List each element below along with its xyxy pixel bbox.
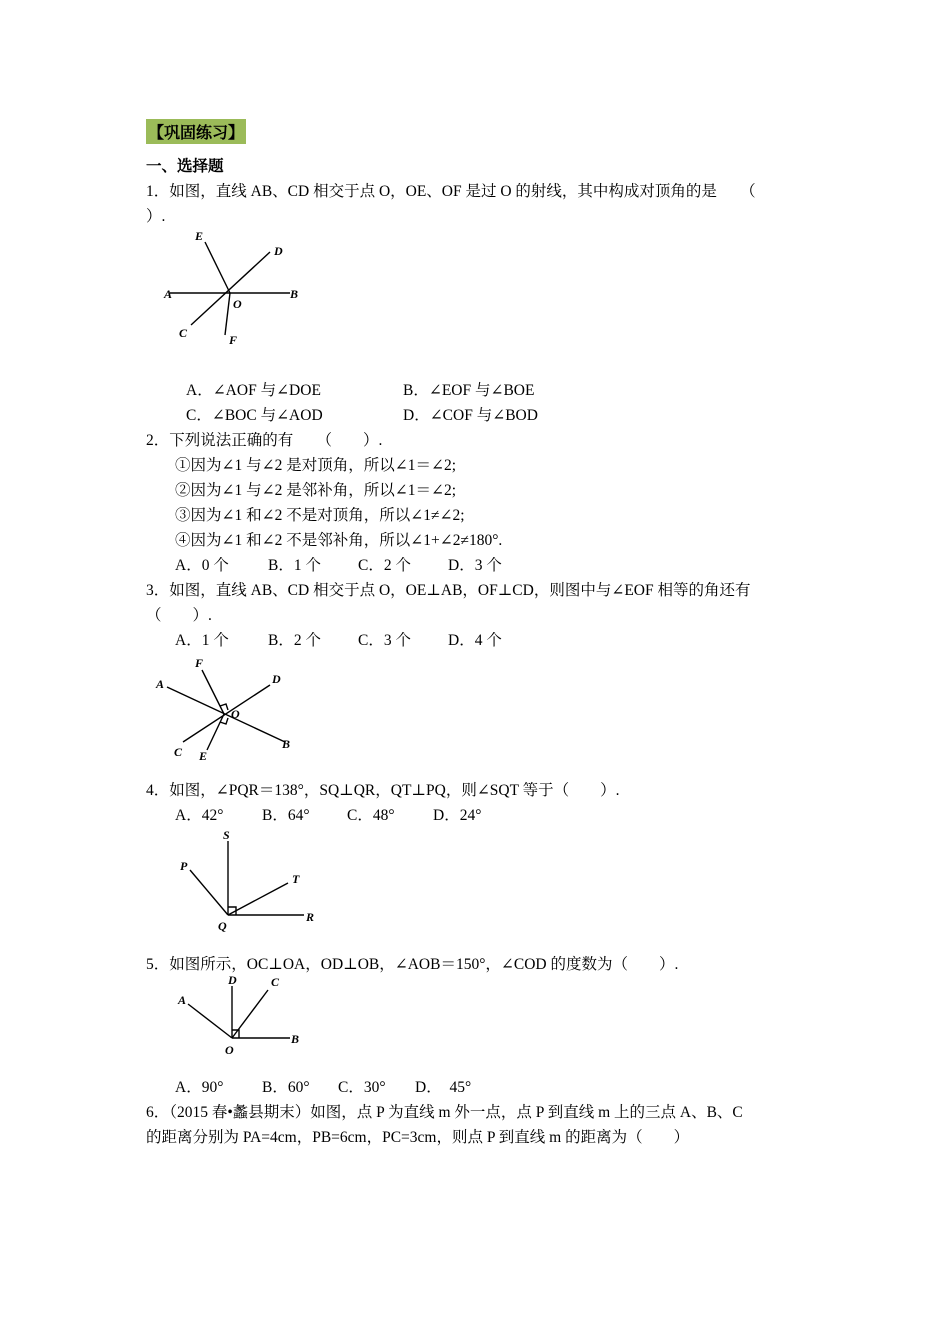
q1-option-a: A．∠AOF 与∠DOE <box>186 382 321 399</box>
q5-option-d: D． 45° <box>415 1079 472 1096</box>
label-q: Q <box>218 919 227 933</box>
q3-stem-line2: （ ）. <box>146 607 212 624</box>
q2-statement-1: ①因为∠1 与∠2 是对顶角，所以∠1＝∠2; <box>175 457 457 474</box>
label-s: S <box>223 828 230 842</box>
q4-option-a: A．42° <box>175 807 224 824</box>
q2-statement-2: ②因为∠1 与∠2 是邻补角，所以∠1＝∠2; <box>175 482 457 499</box>
label-e: E <box>199 749 208 763</box>
q4-figure <box>170 825 320 935</box>
q2-option-b: B．1 个 <box>268 557 321 574</box>
q5-option-c: C．30° <box>338 1079 386 1096</box>
section-title: 【巩固练习】 <box>146 119 246 144</box>
q1-stem-line1: 1．如图，直线 AB、CD 相交于点 O，OE、OF 是过 O 的射线，其中构成对顶角的是 （ <box>146 183 756 200</box>
label-c: C <box>174 745 183 759</box>
q1-option-d: D．∠COF 与∠BOD <box>403 407 538 424</box>
ray-oc <box>232 990 268 1038</box>
label-o: O <box>231 707 240 721</box>
label-a: A <box>156 677 165 691</box>
label-b: B <box>291 1032 300 1046</box>
q5-stem: 5．如图所示，OC⊥OA，OD⊥OB，∠AOB＝150°，∠COD 的度数为（ ）. <box>146 956 679 973</box>
q6-stem-line1: 6．（2015 春•蠡县期末）如图，点 P 为直线 m 外一点，点 P 到直线 m 上的三点 A、B、C <box>146 1104 743 1121</box>
ray-of <box>202 670 224 714</box>
q1-stem-line2: ）. <box>146 208 166 225</box>
q2-option-a: A．0 个 <box>175 557 229 574</box>
q4-option-b: B．64° <box>262 807 310 824</box>
q4-option-d: D．24° <box>433 807 482 824</box>
q3-figure <box>150 652 300 762</box>
q3-option-d: D．4 个 <box>448 632 502 649</box>
label-c: C <box>271 975 280 989</box>
label-b: B <box>290 287 299 301</box>
q5-option-b: B．60° <box>262 1079 310 1096</box>
ray-oe <box>205 242 230 293</box>
ray-of <box>225 293 230 335</box>
q3-option-c: C．3 个 <box>358 632 411 649</box>
label-r: R <box>306 910 315 924</box>
label-d: D <box>274 244 283 258</box>
q3-option-a: A．1 个 <box>175 632 229 649</box>
label-o: O <box>233 297 242 311</box>
ray-qt <box>228 883 288 915</box>
label-b: B <box>282 737 291 751</box>
label-e: E <box>195 229 204 243</box>
label-a: A <box>178 993 187 1007</box>
label-a: A <box>164 287 173 301</box>
q3-option-b: B．2 个 <box>268 632 321 649</box>
ray-oe <box>207 714 224 750</box>
q1-option-b: B．∠EOF 与∠BOE <box>403 382 535 399</box>
q5-option-a: A．90° <box>175 1079 224 1096</box>
q2-statement-3: ③因为∠1 和∠2 不是对顶角，所以∠1≠∠2; <box>175 507 465 524</box>
label-p: P <box>180 859 188 873</box>
q2-stem: 2．下列说法正确的有 （ ）. <box>146 432 383 449</box>
q4-option-c: C．48° <box>347 807 395 824</box>
label-f: F <box>229 333 238 347</box>
q6-stem-line2: 的距离分别为 PA=4cm，PB=6cm，PC=3cm，则点 P 到直线 m 的距离为（ ） <box>146 1129 690 1146</box>
line-cd <box>191 252 270 325</box>
q1-figure <box>150 222 320 352</box>
q1-option-c: C．∠BOC 与∠AOD <box>186 407 323 424</box>
line-cd <box>183 685 270 742</box>
ray-qp <box>190 870 228 915</box>
q5-figure <box>170 970 320 1060</box>
q2-statement-4: ④因为∠1 和∠2 不是邻补角，所以∠1+∠2≠180°. <box>175 532 503 549</box>
q2-option-c: C．2 个 <box>358 557 411 574</box>
label-o: O <box>225 1043 234 1057</box>
label-t: T <box>292 872 300 886</box>
label-d: D <box>272 672 281 686</box>
label-d: D <box>228 973 237 987</box>
label-f: F <box>195 656 204 670</box>
part-title: 一、选择题 <box>146 158 224 175</box>
q2-option-d: D．3 个 <box>448 557 502 574</box>
q4-stem: 4．如图，∠PQR＝138°，SQ⊥QR，QT⊥PQ，则∠SQT 等于（ ）. <box>146 782 620 799</box>
label-c: C <box>179 326 188 340</box>
q3-stem-line1: 3．如图，直线 AB、CD 相交于点 O，OE⊥AB，OF⊥CD，则图中与∠EOF 相等的角还有 <box>146 582 751 599</box>
ray-oa <box>188 1004 232 1038</box>
